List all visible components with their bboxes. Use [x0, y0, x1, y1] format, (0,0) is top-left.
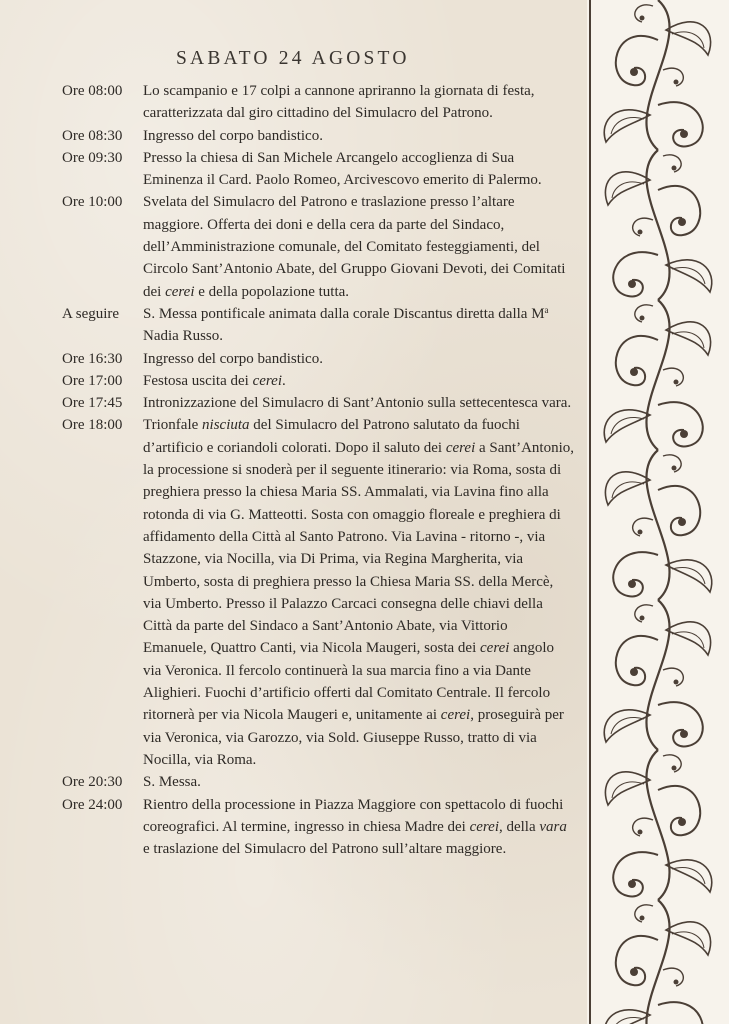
schedule-entry	[62, 80, 582, 125]
italic-term: cerei	[445, 439, 476, 456]
italic-term: vara	[539, 818, 567, 835]
entry-time: Ore 18:00	[62, 417, 123, 434]
entry-description	[143, 794, 575, 861]
entry-description	[143, 125, 575, 147]
entry-time: Ore 20:30	[62, 774, 123, 791]
text-segment: Rientro della processione in Piazza Maggiore con spettacolo di fuochi coreografici. Al termine, ingresso in chiesa Madre dei	[143, 796, 564, 835]
schedule-entry	[62, 125, 582, 147]
text-segment: S. Messa pontificale animata dalla corale Discantus diretta dalla M	[143, 305, 545, 322]
schedule-entry	[62, 370, 582, 392]
ornamental-border	[587, 0, 729, 1024]
text-segment: , della	[498, 818, 540, 835]
italic-term: cerei	[252, 372, 282, 389]
entry-time: Ore 08:30	[62, 127, 123, 144]
entry-description	[143, 392, 575, 414]
schedule-entry	[62, 794, 582, 861]
italic-term: cerei	[469, 818, 499, 835]
entry-time: Ore 09:30	[62, 149, 123, 166]
text-segment: Ingresso del corpo bandistico.	[143, 127, 323, 144]
entry-time: Ore 17:45	[62, 395, 123, 412]
text-segment: Intronizzazione del Simulacro di Sant’Antonio sulla settecentesca vara.	[143, 395, 572, 412]
entry-time: Ore 17:00	[62, 372, 123, 389]
text-segment: S. Messa.	[143, 774, 201, 791]
text-segment: Ingresso del corpo bandistico.	[143, 350, 323, 367]
text-segment: Presso la chiesa di San Michele Arcangelo accoglienza di Sua Eminenza il Card. Paolo Romeo, Arcivescovo emerito di Palermo.	[143, 149, 542, 189]
text-segment: Nadia Russo.	[143, 328, 223, 345]
entry-description	[143, 414, 575, 771]
baroque-scroll-border-icon	[587, 0, 729, 1024]
superscript: a	[544, 304, 549, 315]
entry-description	[143, 370, 575, 392]
entry-description	[143, 191, 575, 302]
text-segment: Festosa uscita dei	[143, 372, 253, 389]
entry-description	[143, 80, 575, 125]
schedule-content	[62, 48, 582, 860]
entry-description	[143, 303, 575, 348]
text-segment: e della popolazione tutta.	[194, 283, 350, 300]
text-segment: e traslazione del Simulacro del Patrono sull’altare maggiore.	[143, 841, 507, 858]
entry-description	[143, 348, 575, 370]
italic-term: nisciuta	[202, 417, 250, 434]
schedule-list	[62, 80, 582, 860]
text-segment: del Simulacro del Patrono salutato da fuochi d’artificio e coriandoli colorati. Dopo il saluto dei	[143, 417, 520, 456]
text-segment: a Sant’Antonio, la processione si snoderà per il seguente itinerario: via Roma, sosta di preghiera presso la chiesa Maria SS. Ammalati, via Lavina fino alla rotonda di via G. Matteotti. Sosta con omaggio floreale e preghiera di affidamento della Città al Santo Patrono. Via Lavina - ritorno -, via Stazzone, via Nocilla, via Di Prima, via Regina Margherita, via Umberto, sosta di preghiera presso la Chiesa Maria SS. della Mercè, via Umberto. Presso il Palazzo Carcaci consegna delle chiavi della Città da parte del Sindaco a Sant’Antonio Abate, via Vittorio Emanuele, Quattro Canti, via Nicola Maugeri, sosta dei	[143, 439, 574, 657]
schedule-entry	[62, 147, 582, 192]
entry-description	[143, 147, 575, 192]
italic-term: cerei	[440, 707, 471, 724]
entry-time: Ore 08:00	[62, 83, 123, 99]
schedule-entry	[62, 348, 582, 370]
text-segment: , proseguirà per via Veronica, via Garozzo, via Sold. Giuseppe Russo, tratto di via Nocilla, via Roma.	[143, 707, 564, 768]
text-segment: Trionfale	[143, 417, 203, 434]
text-segment: Svelata del Simulacro del Patrono e traslazione presso l’altare maggiore. Offerta dei doni e della cera da parte del Sindaco, dell’Amministrazione comunale, del Comitato festeggiamenti, del Circolo Sant’Antonio Abate, del Gruppo Giovani Devoti, dei Comitati dei	[143, 194, 566, 300]
text-segment: .	[282, 372, 286, 389]
schedule-entry	[62, 771, 582, 793]
italic-term: cerei	[165, 283, 195, 300]
entry-time: Ore 10:00	[62, 194, 123, 211]
page-title: SABATO 24 AGOSTO	[176, 48, 410, 69]
entry-time: A seguire	[62, 305, 120, 322]
schedule-entry	[62, 414, 582, 771]
text-segment: angolo via Veronica. Il fercolo continuerà la sua marcia fino a via Dante Alighieri. Fuochi d’artificio offerti dal Comitato Centrale. Il fercolo ritornerà per via Nicola Maugeri e, unitamente ai	[143, 640, 554, 724]
schedule-entry	[62, 392, 582, 414]
entry-description	[143, 771, 575, 793]
entry-time: Ore 24:00	[62, 796, 123, 813]
entry-time: Ore 16:30	[62, 350, 123, 367]
schedule-entry	[62, 303, 582, 348]
italic-term: cerei	[480, 640, 510, 657]
schedule-entry	[62, 191, 582, 302]
text-segment: Lo scampanio e 17 colpi a cannone apriranno la giornata di festa, caratterizzata dal giro cittadino del Simulacro del Patrono.	[143, 83, 535, 122]
